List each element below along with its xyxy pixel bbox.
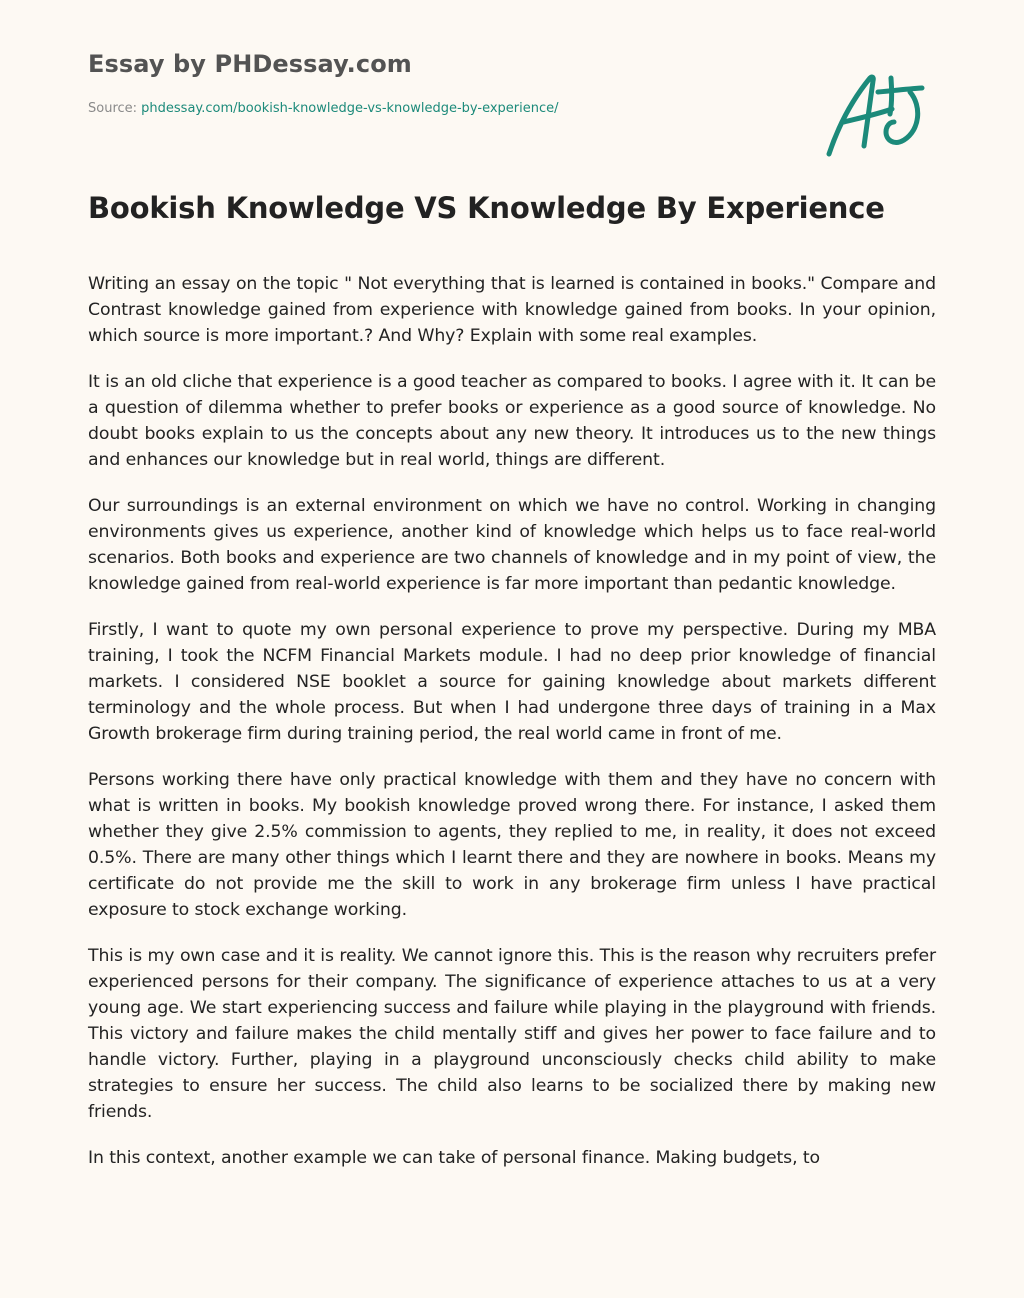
essay-paragraph-3: Our surroundings is an external environment on which we have no control. Working in changing environments gives us experience, another kind of knowledge which helps us to face real-world scenarios. Both books and experience are two channels of knowledge and in my point of view, the knowledge gained from real-world experience is far more important than pedantic knowledge. [88, 496, 936, 594]
essay-paragraph-5: Persons working there have only practical knowledge with them and they have no concern with what is written in books. My bookish knowledge proved wrong there. For instance, I asked them whether they give 2.5% commission to agents, they replied to me, in reality, it does not exceed 0.5%. There are many other things which I learnt there and they are nowhere in books. Means my certificate do not provide me the skill to work in any brokerage firm unless I have practical exposure to stock exchange working. [88, 770, 936, 920]
source-link[interactable]: phdessay.com/bookish-knowledge-vs-knowledge-by-experience/ [141, 101, 559, 116]
essay-paragraph-4: Firstly, I want to quote my own personal experience to prove my perspective. During my MBA training, I took the NCFM Financial Markets module. I had no deep prior knowledge of financial markets. I considered NSE booklet a source for gaining knowledge about markets different terminology and the whole process. But when I had undergone three days of training in a Max Growth brokerage firm during training period, the real world came in front of me. [88, 620, 936, 744]
essay-paragraph-6: This is my own case and it is reality. We cannot ignore this. This is the reason why recruiters prefer experienced persons for their company. The significance of experience attaches to us at a very young age. We start experiencing success and failure while playing in the playground with friends. This victory and failure makes the child mentally stiff and gives her power to face failure and to handle victory. Further, playing in a playground unconsciously checks child ability to make strategies to ensure her success. The child also learns to be socialized there by making new friends. [88, 946, 936, 1122]
site-brand: Essay by PHDessay.com [88, 50, 412, 78]
essay-body [88, 271, 936, 1191]
essay-paragraph-2: It is an old cliche that experience is a good teacher as compared to books. I agree with it. It can be a question of dilemma whether to prefer books or experience as a good source of knowledge. No doubt books explain to us the concepts about any new theory. It introduces us to the new things and enhances our knowledge but in real world, things are different. [88, 372, 936, 470]
essay-paragraph-7: In this context, another example we can take of personal finance. Making budgets, to [88, 1148, 821, 1168]
source-line [88, 101, 559, 116]
essay-title: Bookish Knowledge VS Knowledge By Experience [88, 191, 885, 225]
a-plus-logo-icon [820, 62, 930, 162]
source-label: Source: [88, 101, 138, 116]
essay-paragraph-1: Writing an essay on the topic " Not everything that is learned is contained in books." Compare and Contrast knowledge gained from experience with knowledge gained from books. In your opinion, which source is more important.? And Why? Explain with some real examples. [88, 274, 936, 346]
